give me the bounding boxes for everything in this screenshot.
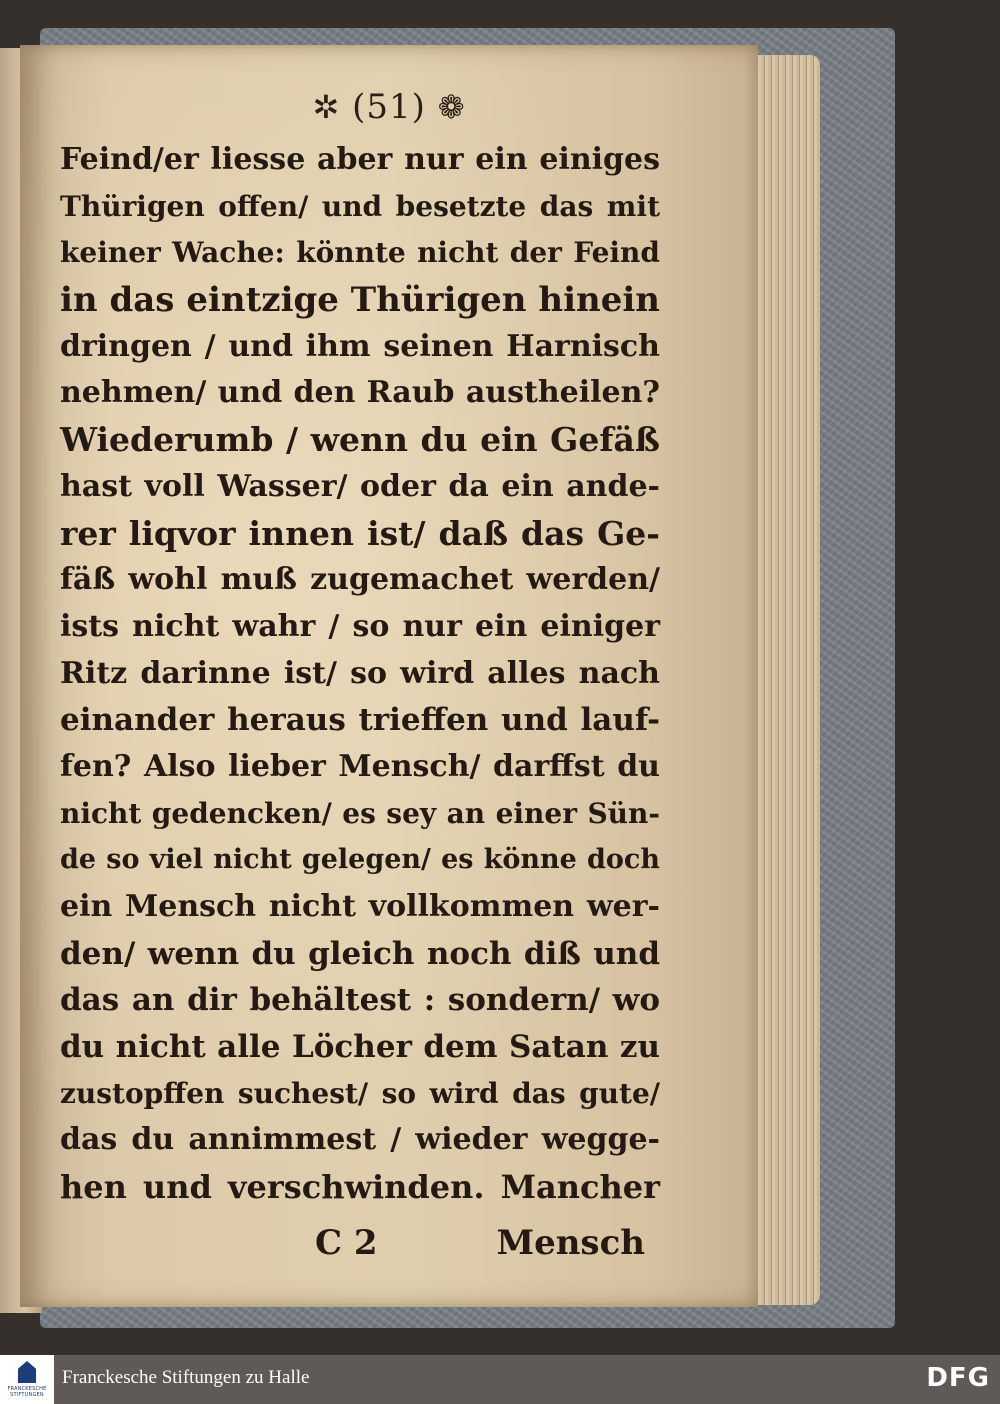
text-line: rer liqvor innen ist/ daß das Ge- (60, 513, 660, 553)
institution-name[interactable]: Franckesche Stiftungen zu Halle (62, 1367, 310, 1388)
logo-caption: FRANCKESCHE STIFTUNGEN (7, 1386, 47, 1398)
text-line: den/ wenn du gleich noch diß und (60, 935, 660, 972)
text-line: ein Mensch nicht vollkommen wer- (60, 889, 660, 924)
page-body-text (60, 137, 660, 1211)
text-line: fen? Also lieber Mensch/ darffst du (60, 748, 660, 784)
text-line: zustopffen suchest/ so wird das gute/ (60, 1076, 660, 1110)
flower-ornament-icon: ✲ (312, 88, 341, 126)
rosette-ornament-icon: ❁ (437, 88, 466, 126)
text-line: keiner Wache: könnte nicht der Feind (60, 236, 660, 270)
text-line: du nicht alle Löcher dem Satan zu (60, 1029, 660, 1066)
text-line: einander heraus trieffen und lauf- (60, 702, 660, 739)
text-line: Thürigen offen/ und besetzte das mit (60, 189, 660, 223)
text-line: hen und verschwinden. Mancher (60, 1168, 660, 1207)
book-page (20, 45, 758, 1307)
catchword: Mensch (496, 1223, 645, 1263)
text-line: das an dir behältest : sondern/ wo (60, 982, 660, 1019)
dfg-logo[interactable]: DFG (926, 1363, 990, 1393)
page-number: (51) (352, 87, 426, 127)
text-line: de so viel nicht gelegen/ es könne doch (60, 844, 660, 876)
text-line: nehmen/ und den Raub austheilen? (60, 375, 660, 411)
building-icon (18, 1361, 36, 1383)
text-line: ists nicht wahr / so nur ein einiger (60, 608, 660, 644)
institution-logo[interactable] (0, 1355, 54, 1404)
text-line: Feind/er liesse aber nur ein einiges (60, 142, 660, 177)
text-line: fäß wohl muß zugemachet werden/ (60, 562, 660, 598)
page-footer-line (315, 1223, 645, 1263)
text-line: Ritz darinne ist/ so wird alles nach (60, 655, 660, 691)
text-line: nicht gedencken/ es sey an einer Sün- (60, 796, 660, 830)
page-header (20, 87, 758, 127)
text-line: in das eintzige Thürigen hinein (60, 280, 660, 321)
text-line: Wiederumb / wenn du ein Gefäß (60, 420, 660, 460)
text-line: dringen / und ihm seinen Harnisch (60, 328, 660, 364)
text-line: hast voll Wasser/ oder da ein ande- (60, 468, 660, 504)
signature-mark: C 2 (315, 1223, 378, 1263)
viewer-footer (0, 1355, 1000, 1404)
text-line: das du annimmest / wieder wegge- (60, 1122, 660, 1158)
